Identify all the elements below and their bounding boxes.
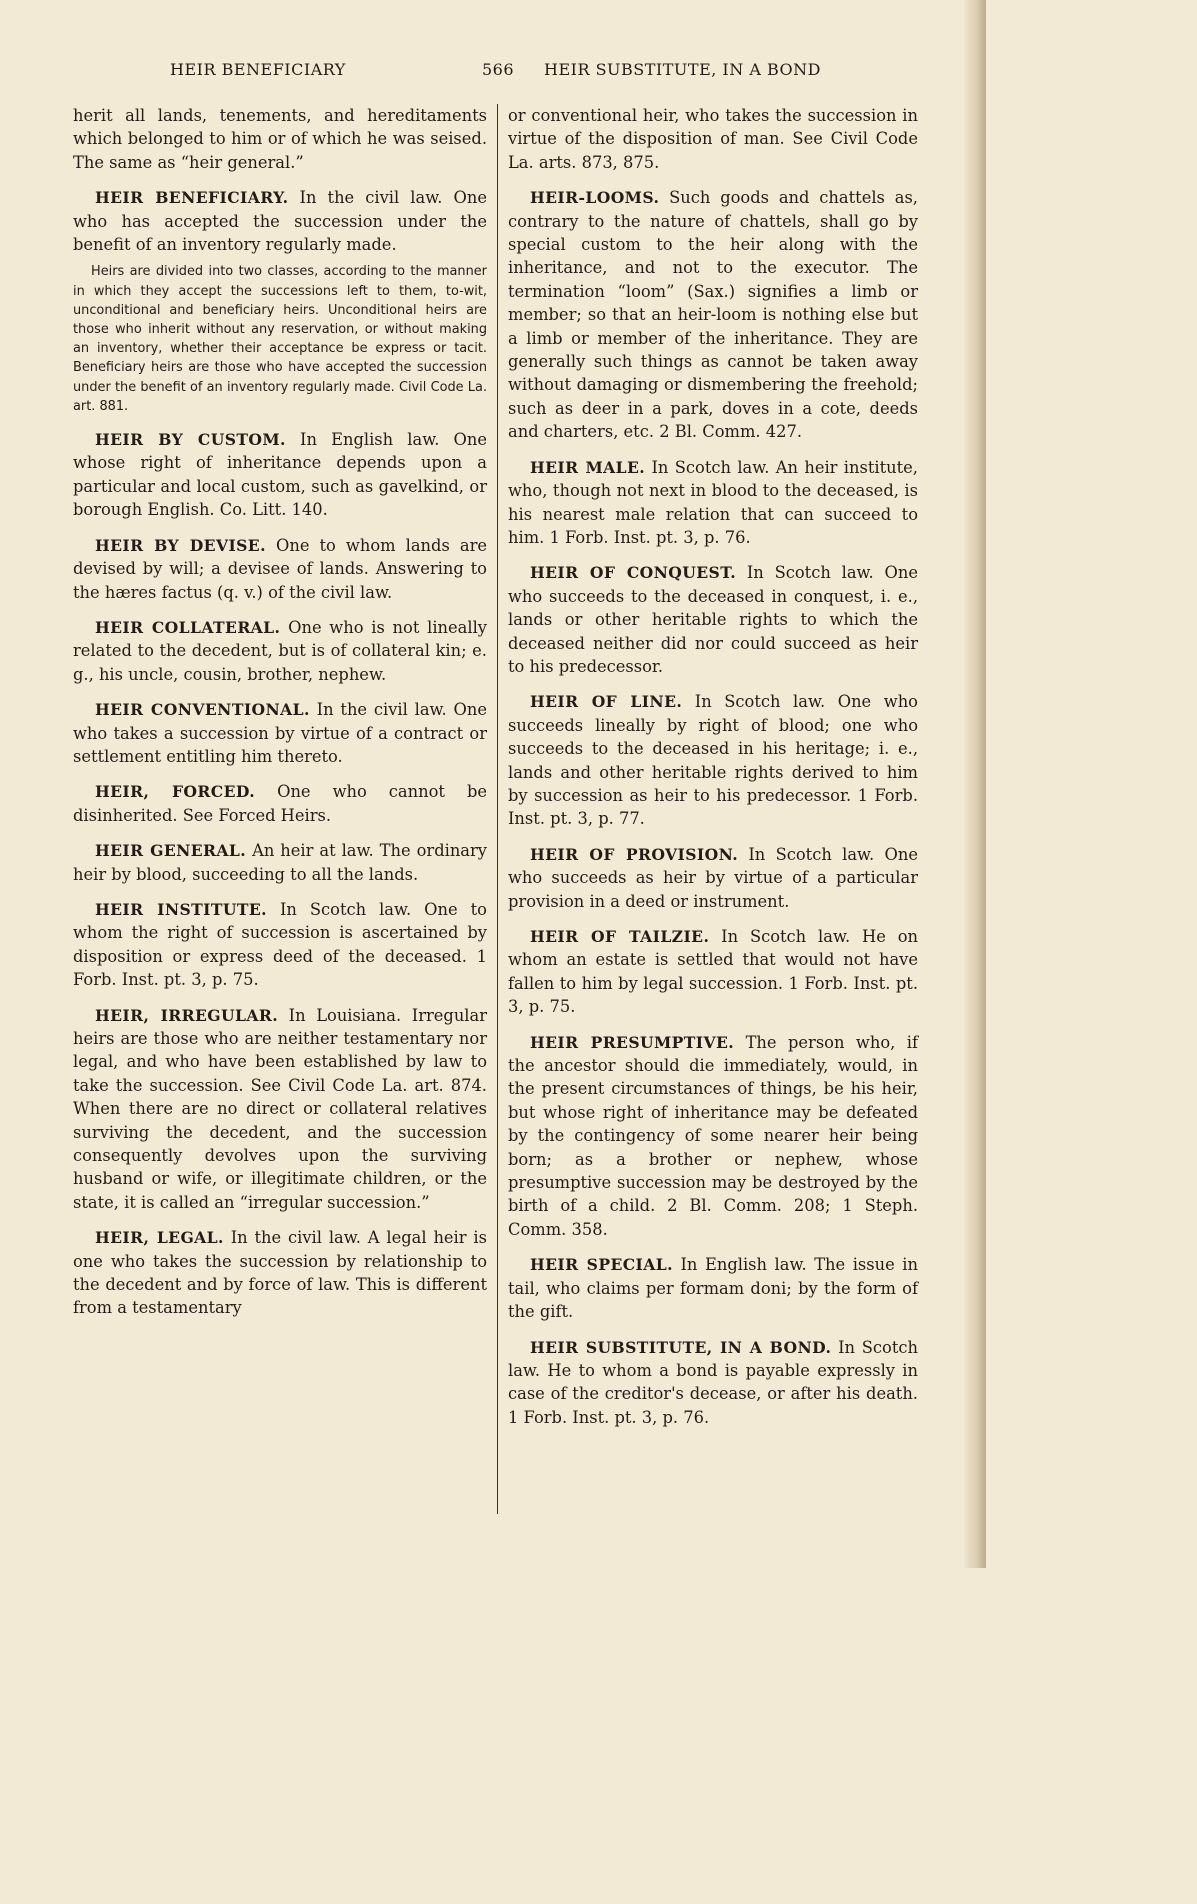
entry-text: Such goods and chattels as, contrary to the nature of chattels, shall go by special custom to the heir along with the inheritance, and not to the executor. The termination “loom” (Sax.) signifies a limb or member; so that an heir-loom is nothing else but a limb or member of the inheritance. They are generally such things as cannot be taken away without damaging or dismembering the freehold; such as deer in a park, doves in a cote, deeds and charters, etc. 2 Bl. Comm. 427. bbox=[508, 188, 918, 442]
dictionary-entry bbox=[73, 428, 487, 522]
entry-headword: HEIR GENERAL. bbox=[95, 841, 247, 861]
entry-headword: HEIR, IRREGULAR. bbox=[95, 1005, 279, 1025]
entry-text: In the civil law. One who takes a succession by virtue of a contract or settlement entitling him thereto. bbox=[73, 700, 487, 766]
entry-headword: HEIR, LEGAL. bbox=[95, 1228, 224, 1248]
entry-headword: HEIR INSTITUTE. bbox=[95, 899, 267, 919]
dictionary-entry bbox=[73, 104, 487, 174]
dictionary-entry bbox=[73, 898, 487, 992]
entry-headword: HEIR OF PROVISION. bbox=[530, 844, 739, 864]
dictionary-entry bbox=[508, 1031, 918, 1242]
entry-headword: HEIR OF TAILZIE. bbox=[530, 927, 710, 946]
running-header bbox=[0, 60, 986, 88]
entry-text: In Scotch law. One who succeeds to the deceased in conquest, i. e., lands or other heritable rights to which the deceased neither did nor could succeed as heir to his predecessor. bbox=[508, 563, 918, 676]
dictionary-entry bbox=[73, 1004, 487, 1215]
page-edge bbox=[964, 0, 986, 1568]
entry-headword: HEIR PRESUMPTIVE. bbox=[530, 1032, 735, 1052]
dictionary-entry bbox=[73, 839, 487, 886]
entry-text: One who cannot be disinherited. See Forced Heirs. bbox=[73, 782, 487, 825]
entry-text: In Scotch law. He on whom an estate is settled that would not have fallen to him by legal succession. 1 Forb. Inst. pt. 3, p. 75. bbox=[508, 927, 918, 1017]
entry-headword: HEIR OF CONQUEST. bbox=[530, 563, 737, 583]
entry-text: In Scotch law. An heir institute, who, though not next in blood to the deceased, is his nearest male relation that can succeed to him. 1 Forb. Inst. pt. 3, p. 76. bbox=[508, 457, 918, 547]
dictionary-entry bbox=[508, 104, 918, 174]
dictionary-entry bbox=[508, 690, 918, 830]
entry-text: In English law. One whose right of inheritance depends upon a particular and local custom, such as gavelkind, or borough English. Co. Litt. 140. bbox=[73, 430, 487, 520]
entry-text: An heir at law. The ordinary heir by blood, succeeding to all the lands. bbox=[73, 841, 487, 884]
entry-text: herit all lands, tenements, and hereditaments which belonged to him or of which he was seised. The same as “heir general.” bbox=[73, 106, 487, 172]
entry-headword: HEIR BENEFICIARY. bbox=[95, 188, 289, 208]
dictionary-entry bbox=[508, 561, 918, 678]
entry-text: In Scotch law. He to whom a bond is payable expressly in case of the creditor's decease, or after his death. 1 Forb. Inst. pt. 3, p. 76. bbox=[508, 1337, 918, 1427]
entry-text: In Scotch law. One who succeeds as heir by virtue of a particular provision in a deed or instrument. bbox=[508, 844, 918, 911]
dictionary-entry bbox=[508, 456, 918, 550]
entry-headword: HEIR BY CUSTOM. bbox=[95, 430, 286, 450]
dictionary-entry bbox=[73, 698, 487, 768]
entry-text: In the civil law. One who has accepted the succession under the benefit of an inventory regularly made. bbox=[73, 188, 487, 255]
entry-text: In Scotch law. One to whom the right of succession is ascertained by disposition or express deed of the deceased. 1 Forb. Inst. pt. 3, p. 75. bbox=[73, 899, 487, 990]
dictionary-entry bbox=[73, 1226, 487, 1320]
entry-headword: HEIR MALE. bbox=[530, 457, 646, 477]
entry-headword: HEIR-LOOMS. bbox=[530, 188, 660, 208]
dictionary-entry bbox=[508, 1336, 918, 1430]
header-left-guide-word: HEIR BENEFICIARY bbox=[170, 60, 346, 79]
entry-headword: HEIR CONVENTIONAL. bbox=[95, 700, 310, 720]
page-number: 566 bbox=[482, 60, 515, 79]
entry-headword: HEIR OF LINE. bbox=[530, 692, 683, 712]
entry-text: In Scotch law. One who succeeds lineally by right of blood; one who succeeds to the deceased in his heritage; i. e., lands and other heritable rights derived to him by succession as heir to his predecessor. 1 Forb. Inst. pt. 3, p. 77. bbox=[508, 692, 918, 829]
dictionary-entry bbox=[73, 780, 487, 827]
left-column bbox=[73, 104, 487, 1332]
entry-text: One to whom lands are devised by will; a devisee of lands. Answering to the hæres factus (q. v.) of the civil law. bbox=[73, 535, 487, 602]
entry-headword: HEIR BY DEVISE. bbox=[95, 535, 266, 555]
entry-text: In the civil law. A legal heir is one who takes the succession by relationship to the decedent and by force of law. This is different from a testamentary bbox=[73, 1228, 487, 1318]
entry-text: The person who, if the ancestor should die immediately, would, in the present circumstances of things, be his heir, but whose right of inheritance may be defeated by the contingency of some nearer heir being born; as a brother or nephew, whose presumptive succession may be destroyed by the birth of a child. 2 Bl. Comm. 208; 1 Steph. Comm. 358. bbox=[508, 1032, 918, 1239]
header-right-guide-word: HEIR SUBSTITUTE, IN A BOND bbox=[544, 60, 821, 79]
dictionary-entry bbox=[508, 843, 918, 913]
dictionary-entry bbox=[508, 925, 918, 1019]
dictionary-entry bbox=[508, 1253, 918, 1323]
entry-text: One who is not lineally related to the decedent, but is of collateral kin; e. g., his uncle, cousin, brother, nephew. bbox=[73, 617, 487, 684]
dictionary-entry bbox=[73, 534, 487, 604]
entry-headword: HEIR, FORCED. bbox=[95, 782, 256, 802]
dictionary-entry bbox=[508, 186, 918, 443]
entry-text: In Louisiana. Irregular heirs are those who are neither testamentary nor legal, and who have been established by law to take the succession. See Civil Code La. art. 874. When there are no direct or collateral relatives surviving the decedent, and the succession consequently devolves upon the surviving husband or wife, or illegitimate children, or the state, it is called an “irregular succession.” bbox=[73, 1005, 487, 1212]
entry-headword: HEIR COLLATERAL. bbox=[95, 617, 281, 637]
column-divider bbox=[497, 104, 498, 1514]
dictionary-entry bbox=[73, 186, 487, 256]
dictionary-entry bbox=[73, 616, 487, 686]
entry-text: or conventional heir, who takes the succession in virtue of the disposition of man. See Civil Code La. arts. 873, 875. bbox=[508, 106, 918, 172]
entry-headword: HEIR SPECIAL. bbox=[530, 1255, 673, 1275]
right-column bbox=[508, 104, 918, 1441]
entry-text: In English law. The issue in tail, who claims per formam doni; by the form of the gift. bbox=[508, 1255, 918, 1322]
entry-headword: HEIR SUBSTITUTE, IN A BOND. bbox=[530, 1337, 832, 1357]
entry-note: Heirs are divided into two classes, according to the manner in which they accept the successions left to them, to-wit, unconditional and beneficiary heirs. Unconditional heirs are those who inherit without any reservation, or without making an inventory, whether their acceptance be express or tacit. Beneficiary heirs are those who have accepted the succession under the benefit of an inventory regularly made. Civil Code La. art. 881. bbox=[73, 264, 487, 414]
